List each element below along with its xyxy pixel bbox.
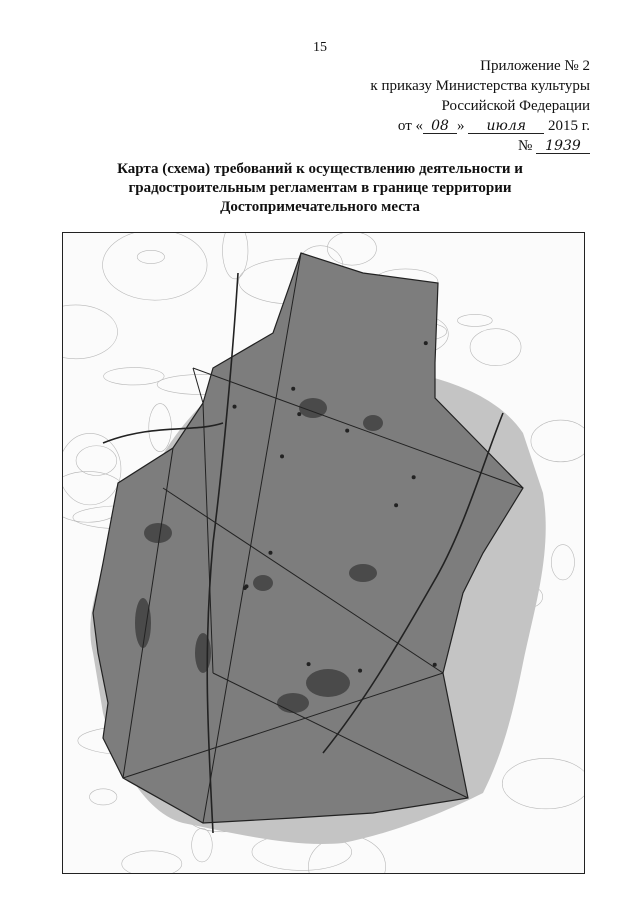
appendix-federation: Российской Федерации bbox=[441, 98, 590, 114]
number-prefix: № bbox=[517, 138, 533, 154]
title-line-1: Карта (схема) требований к осуществлению деятельности и bbox=[117, 161, 523, 177]
title-line-3: Достопримечательного места bbox=[220, 199, 420, 215]
appendix-order: к приказу Министерства культуры bbox=[370, 78, 590, 94]
title-line-2: градостроительным регламентам в границе территории bbox=[128, 180, 512, 196]
order-date bbox=[398, 116, 590, 136]
date-mid: » bbox=[457, 118, 465, 134]
date-year: 2015 г. bbox=[548, 118, 590, 134]
handwritten-number: 1939 bbox=[536, 139, 590, 154]
territory-map bbox=[62, 232, 585, 874]
map-graphic bbox=[63, 233, 584, 873]
order-number bbox=[518, 136, 590, 156]
handwritten-month: июля bbox=[468, 119, 544, 134]
appendix-title: Приложение № 2 bbox=[480, 58, 590, 74]
page-number: 15 bbox=[313, 40, 327, 55]
date-prefix: от « bbox=[397, 118, 424, 134]
document-title bbox=[60, 160, 580, 217]
handwritten-day: 08 bbox=[423, 119, 457, 134]
